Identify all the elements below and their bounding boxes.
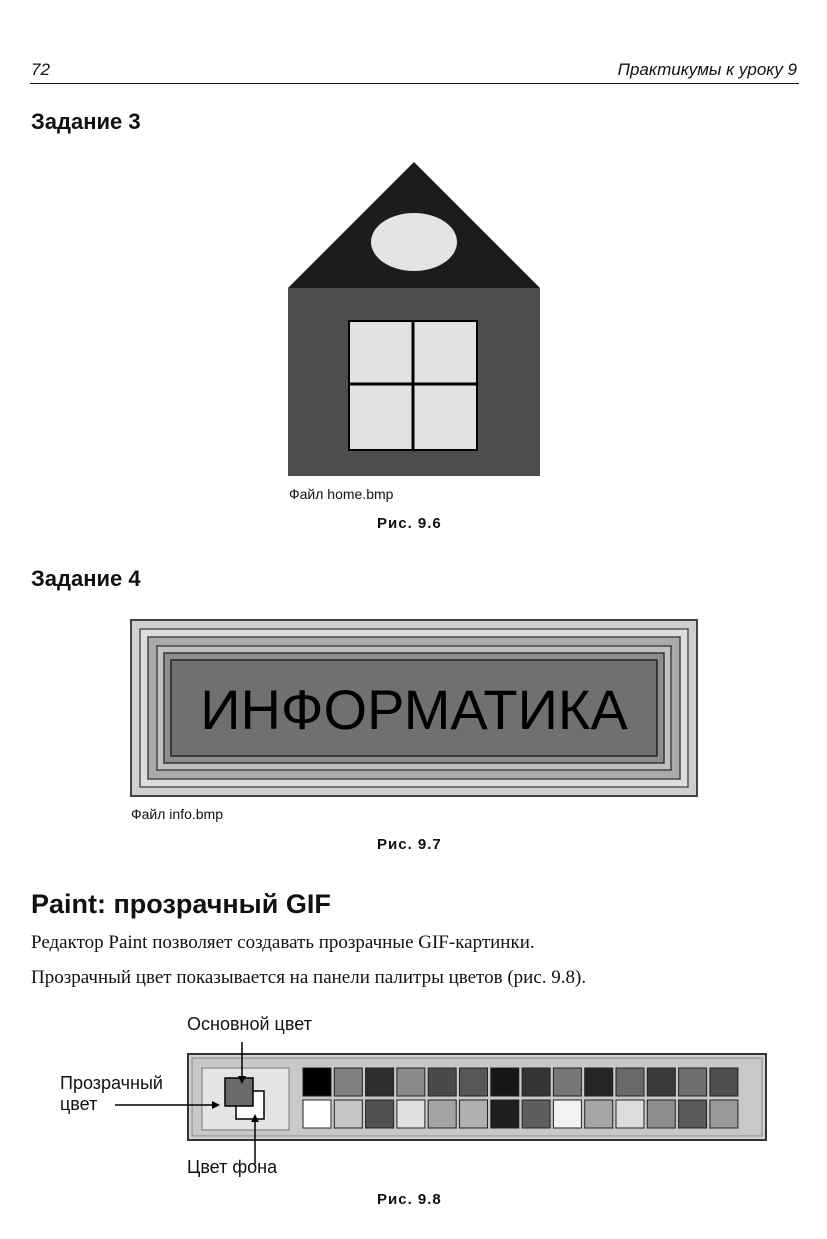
palette-swatch-top-14[interactable] bbox=[710, 1068, 738, 1096]
palette-swatch-bottom-7[interactable] bbox=[491, 1100, 519, 1128]
paragraph-1: Редактор Paint позволяет создавать прозрачные GIF-картинки. bbox=[31, 932, 535, 953]
figure-9-7-caption: Рис. 9.7 bbox=[377, 836, 442, 853]
palette-swatch-top-1[interactable] bbox=[303, 1068, 331, 1096]
palette-swatch-top-7[interactable] bbox=[491, 1068, 519, 1096]
house-drawing bbox=[286, 160, 542, 478]
palette-swatch-top-9[interactable] bbox=[553, 1068, 581, 1096]
info-file-label: Файл info.bmp bbox=[131, 806, 224, 822]
palette-swatch-top-5[interactable] bbox=[428, 1068, 456, 1096]
palette-swatch-bottom-8[interactable] bbox=[522, 1100, 550, 1128]
palette-swatch-bottom-10[interactable] bbox=[585, 1100, 613, 1128]
transparent-color-label-line2: цвет bbox=[60, 1094, 98, 1114]
palette-swatch-bottom-13[interactable] bbox=[679, 1100, 707, 1128]
palette-swatch-top-6[interactable] bbox=[460, 1068, 488, 1096]
palette-swatch-bottom-5[interactable] bbox=[428, 1100, 456, 1128]
palette-swatch-top-13[interactable] bbox=[679, 1068, 707, 1096]
info-banner bbox=[130, 619, 698, 797]
palette-swatch-top-12[interactable] bbox=[647, 1068, 675, 1096]
task-3-heading: Задание 3 bbox=[31, 109, 141, 134]
primary-color-swatch bbox=[225, 1078, 253, 1106]
palette-swatch-bottom-14[interactable] bbox=[710, 1100, 738, 1128]
home-file-label: Файл home.bmp bbox=[289, 486, 394, 502]
palette-swatch-bottom-11[interactable] bbox=[616, 1100, 644, 1128]
transparent-color-label-line1: Прозрачный bbox=[60, 1073, 163, 1093]
roof-oval-window bbox=[371, 213, 457, 271]
palette-swatch-bottom-1[interactable] bbox=[303, 1100, 331, 1128]
header-divider bbox=[30, 83, 799, 84]
palette-swatch-top-3[interactable] bbox=[366, 1068, 394, 1096]
palette-swatch-bottom-9[interactable] bbox=[553, 1100, 581, 1128]
palette-swatch-bottom-6[interactable] bbox=[460, 1100, 488, 1128]
palette-swatch-top-2[interactable] bbox=[334, 1068, 362, 1096]
primary-color-label: Основной цвет bbox=[187, 1014, 312, 1034]
figure-9-6-caption: Рис. 9.6 bbox=[377, 515, 442, 532]
palette-swatch-top-11[interactable] bbox=[616, 1068, 644, 1096]
color-palette-panel bbox=[0, 1030, 827, 1165]
palette-swatch-bottom-4[interactable] bbox=[397, 1100, 425, 1128]
palette-swatch-top-10[interactable] bbox=[585, 1068, 613, 1096]
running-title: Практикумы к уроку 9 bbox=[617, 60, 797, 79]
background-color-label: Цвет фона bbox=[187, 1157, 278, 1177]
palette-swatch-top-4[interactable] bbox=[397, 1068, 425, 1096]
section-heading: Paint: прозрачный GIF bbox=[31, 889, 331, 919]
palette-swatch-bottom-2[interactable] bbox=[334, 1100, 362, 1128]
palette-swatch-top-8[interactable] bbox=[522, 1068, 550, 1096]
banner-text: ИНФОРМАТИКА bbox=[200, 678, 628, 741]
palette-swatch-bottom-3[interactable] bbox=[366, 1100, 394, 1128]
paragraph-2: Прозрачный цвет показывается на панели палитры цветов (рис. 9.8). bbox=[31, 967, 587, 988]
task-4-heading: Задание 4 bbox=[31, 566, 141, 591]
palette-swatch-bottom-12[interactable] bbox=[647, 1100, 675, 1128]
figure-9-8-caption: Рис. 9.8 bbox=[377, 1191, 442, 1208]
page-number: 72 bbox=[31, 60, 50, 79]
